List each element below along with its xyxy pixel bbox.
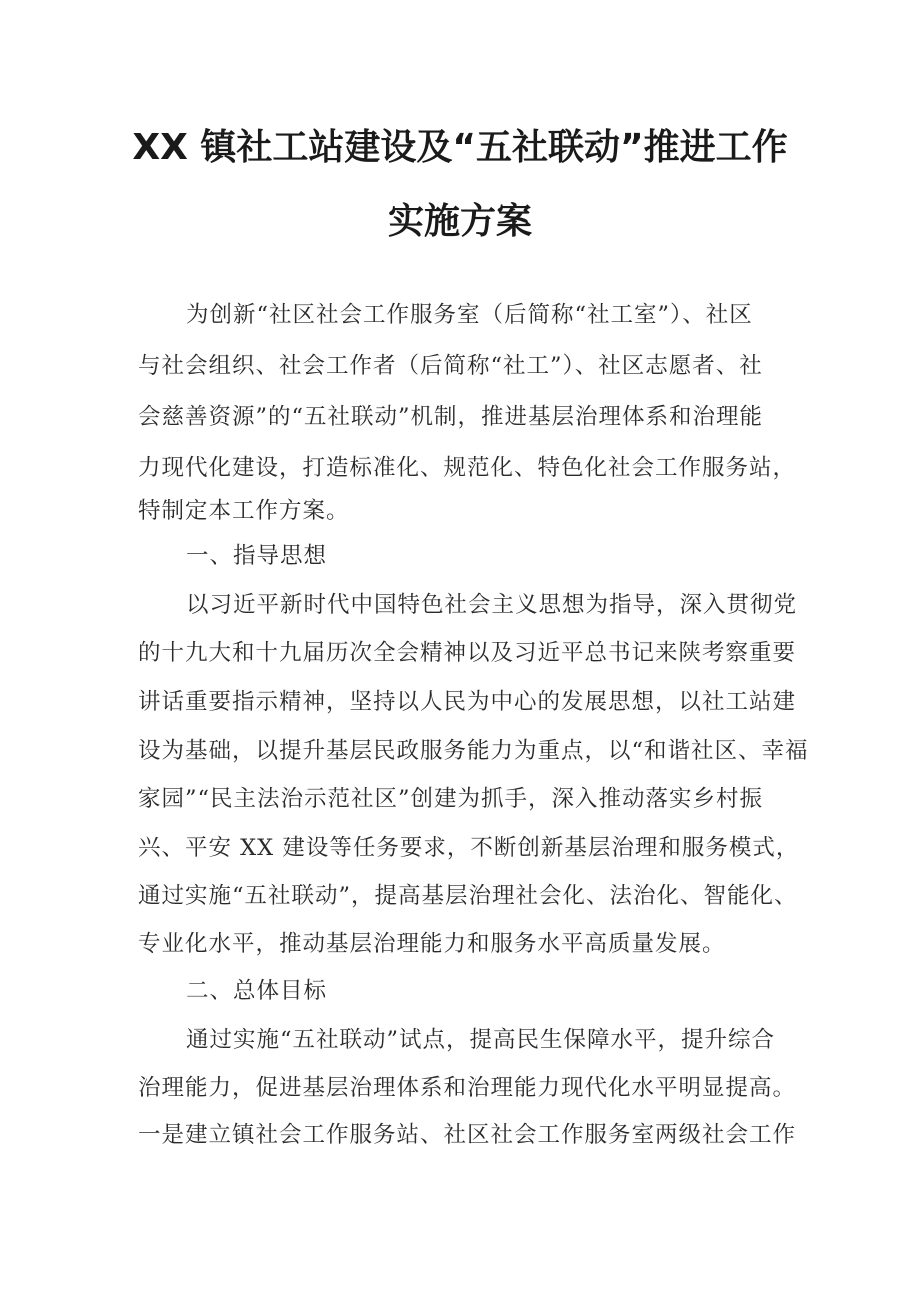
- paragraph-line: 兴、平安 XX 建设等任务要求，不断创新基层治理和服务模式，: [138, 835, 800, 861]
- paragraph-line: 力现代化建设，打造标准化、规范化、特色化社会工作服务站，: [138, 455, 797, 481]
- paragraph-line: 一是建立镇社会工作服务站、社区社会工作服务室两级社会工作: [138, 1122, 797, 1148]
- paragraph-line: 治理能力，促进基层治理体系和治理能力现代化水平明显提高。: [138, 1075, 797, 1101]
- paragraph-line: 专业化水平，推动基层治理能力和服务水平高质量发展。: [138, 931, 726, 957]
- paragraph-line: 以习近平新时代中国特色社会主义思想为指导，深入贯彻党: [186, 592, 798, 618]
- section-heading: 二、总体目标: [186, 978, 328, 1004]
- paragraph-line: 的十九大和十九届历次全会精神以及习近平总书记来陕考察重要: [138, 640, 797, 666]
- paragraph-line: 通过实施“五社联动”试点，提高民生保障水平，提升综合: [186, 1027, 776, 1053]
- section-heading: 一、指导思想: [186, 543, 328, 569]
- paragraph-line: 讲话重要指示精神，坚持以人民为中心的发展思想，以社工站建: [138, 689, 797, 715]
- paragraph-line: 会慈善资源”的“五社联动”机制，推进基层治理体系和治理能: [138, 404, 764, 430]
- paragraph-line: 家园”“民主法治示范社区”创建为抓手，深入推动落实乡村振: [138, 786, 764, 812]
- paragraph-line: 通过实施“五社联动”，提高基层治理社会化、法治化、智能化、: [138, 883, 798, 909]
- paragraph-line: 设为基础，以提升基层民政服务能力为重点，以“和谐社区、幸福: [138, 738, 809, 764]
- paragraph-line: 与社会组织、社会工作者（后简称“社工”）、社区志愿者、社: [138, 353, 763, 379]
- paragraph-line: 为创新“社区社会工作服务室（后简称“社工室”）、社区: [186, 302, 753, 328]
- document-title-line-2: 实施方案: [387, 201, 532, 242]
- paragraph-line: 特制定本工作方案。: [138, 498, 350, 524]
- document-title-line-1: XX 镇社工站建设及“五社联动”推进工作: [132, 127, 788, 168]
